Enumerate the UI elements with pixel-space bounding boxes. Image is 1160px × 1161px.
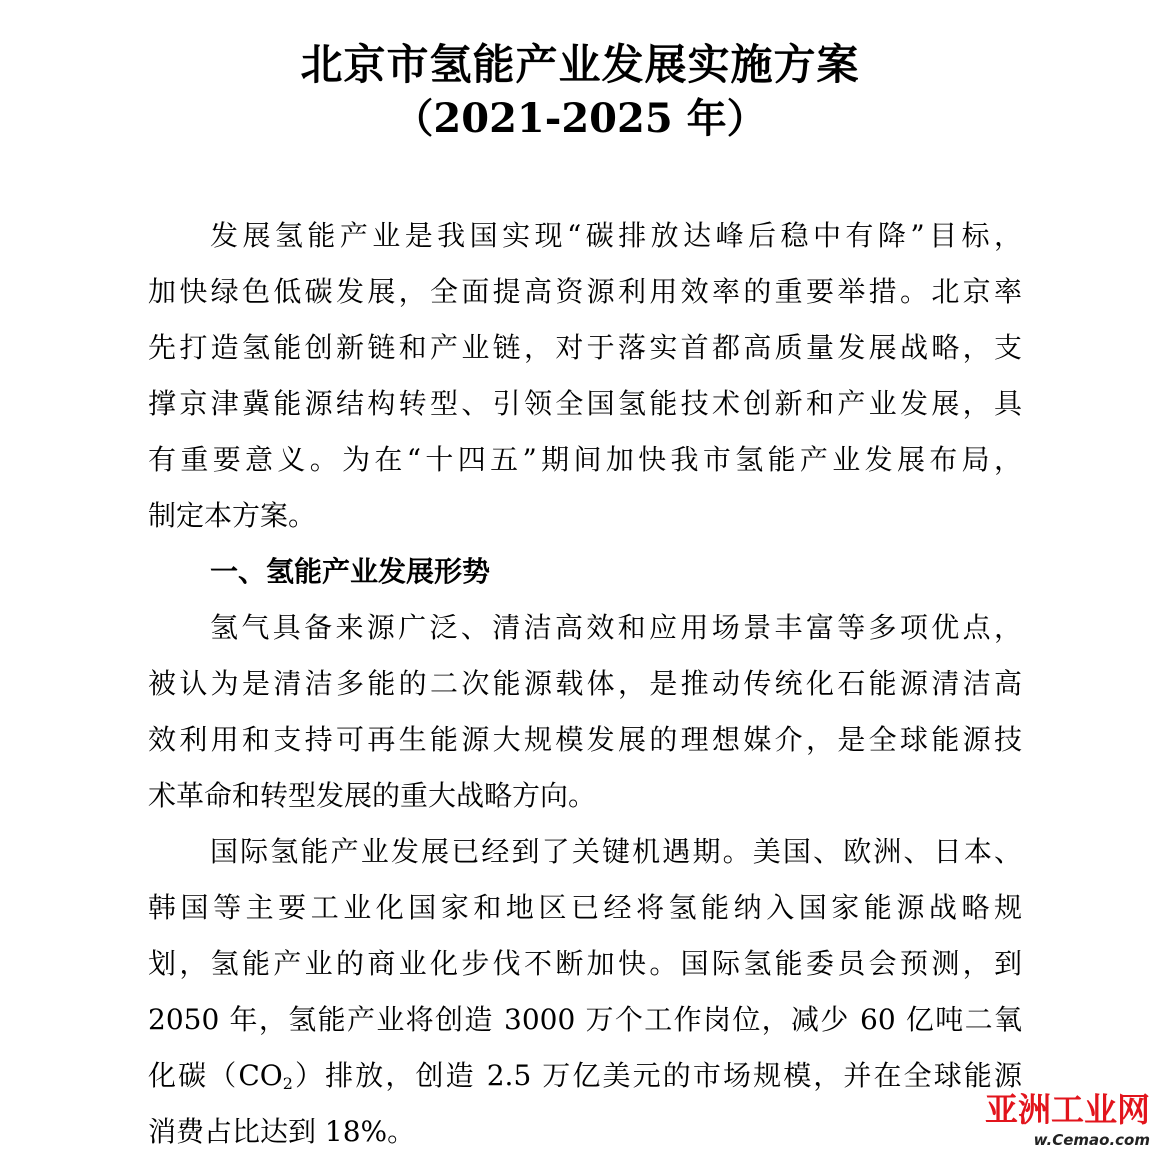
- paragraph-line: 氢气具备来源广泛、清洁高效和应用场景丰富等多项优点，: [210, 611, 1022, 644]
- paragraph-line: 被认为是清洁多能的二次能源载体，是推动传统化石能源清洁高: [148, 667, 1022, 700]
- paragraph-line: 2050 年，氢能产业将创造 3000 万个工作岗位，减少 60 亿吨二氧: [148, 1003, 1022, 1036]
- document-body: [148, 208, 1022, 1160]
- paragraph-line: 消费占比达到 18%。: [148, 1115, 416, 1148]
- intro-line: 先打造氢能创新链和产业链，对于落实首都高质量发展战略，支: [148, 331, 1022, 364]
- paragraph-line: 韩国等主要工业化国家和地区已经将氢能纳入国家能源战略规: [148, 891, 1022, 924]
- intro-line: 撑京津冀能源结构转型、引领全国氢能技术创新和产业发展，具: [148, 387, 1022, 420]
- watermark-logo: [978, 1090, 1150, 1150]
- paragraph-line: 国际氢能产业发展已经到了关键机遇期。美国、欧洲、日本、: [210, 835, 1022, 868]
- paragraph-line: 术革命和转型发展的重大战略方向。: [148, 779, 597, 812]
- watermark-logo-text: 亚洲工业网: [985, 1090, 1150, 1129]
- document-subtitle: （2021-2025 年）: [393, 95, 767, 142]
- paragraph-line: 效利用和支持可再生能源大规模发展的理想媒介，是全球能源技: [148, 723, 1022, 756]
- line-text-after: ）排放，创造 2.5 万亿美元的市场规模，并在全球能源: [292, 1059, 1022, 1092]
- co2-subscript: 2: [282, 1074, 293, 1093]
- section-paragraph-1: [148, 600, 1022, 824]
- paragraph-line: 划，氢能产业的商业化步伐不断加快。国际氢能委员会预测，到: [148, 947, 1022, 980]
- section-heading: 一、氢能产业发展形势: [210, 555, 491, 588]
- intro-paragraph: [148, 208, 1022, 544]
- section-paragraph-2: [148, 824, 1022, 1160]
- intro-line: 有重要意义。为在“十四五”期间加快我市氢能产业发展布局，: [148, 443, 1022, 476]
- intro-line: 发展氢能产业是我国实现“碳排放达峰后稳中有降”目标，: [210, 219, 1022, 252]
- document-title: 北京市氢能产业发展实施方案: [300, 40, 860, 89]
- watermark-url: w.Cemao.com: [1033, 1131, 1150, 1149]
- intro-line: 加快绿色低碳发展，全面提高资源利用效率的重要举措。北京率: [148, 275, 1022, 308]
- line-text-before: 化碳（CO: [148, 1059, 283, 1092]
- paragraph-line-with-subscript: [148, 1048, 1022, 1104]
- title-block: [0, 38, 1160, 146]
- intro-line: 制定本方案。: [148, 499, 317, 532]
